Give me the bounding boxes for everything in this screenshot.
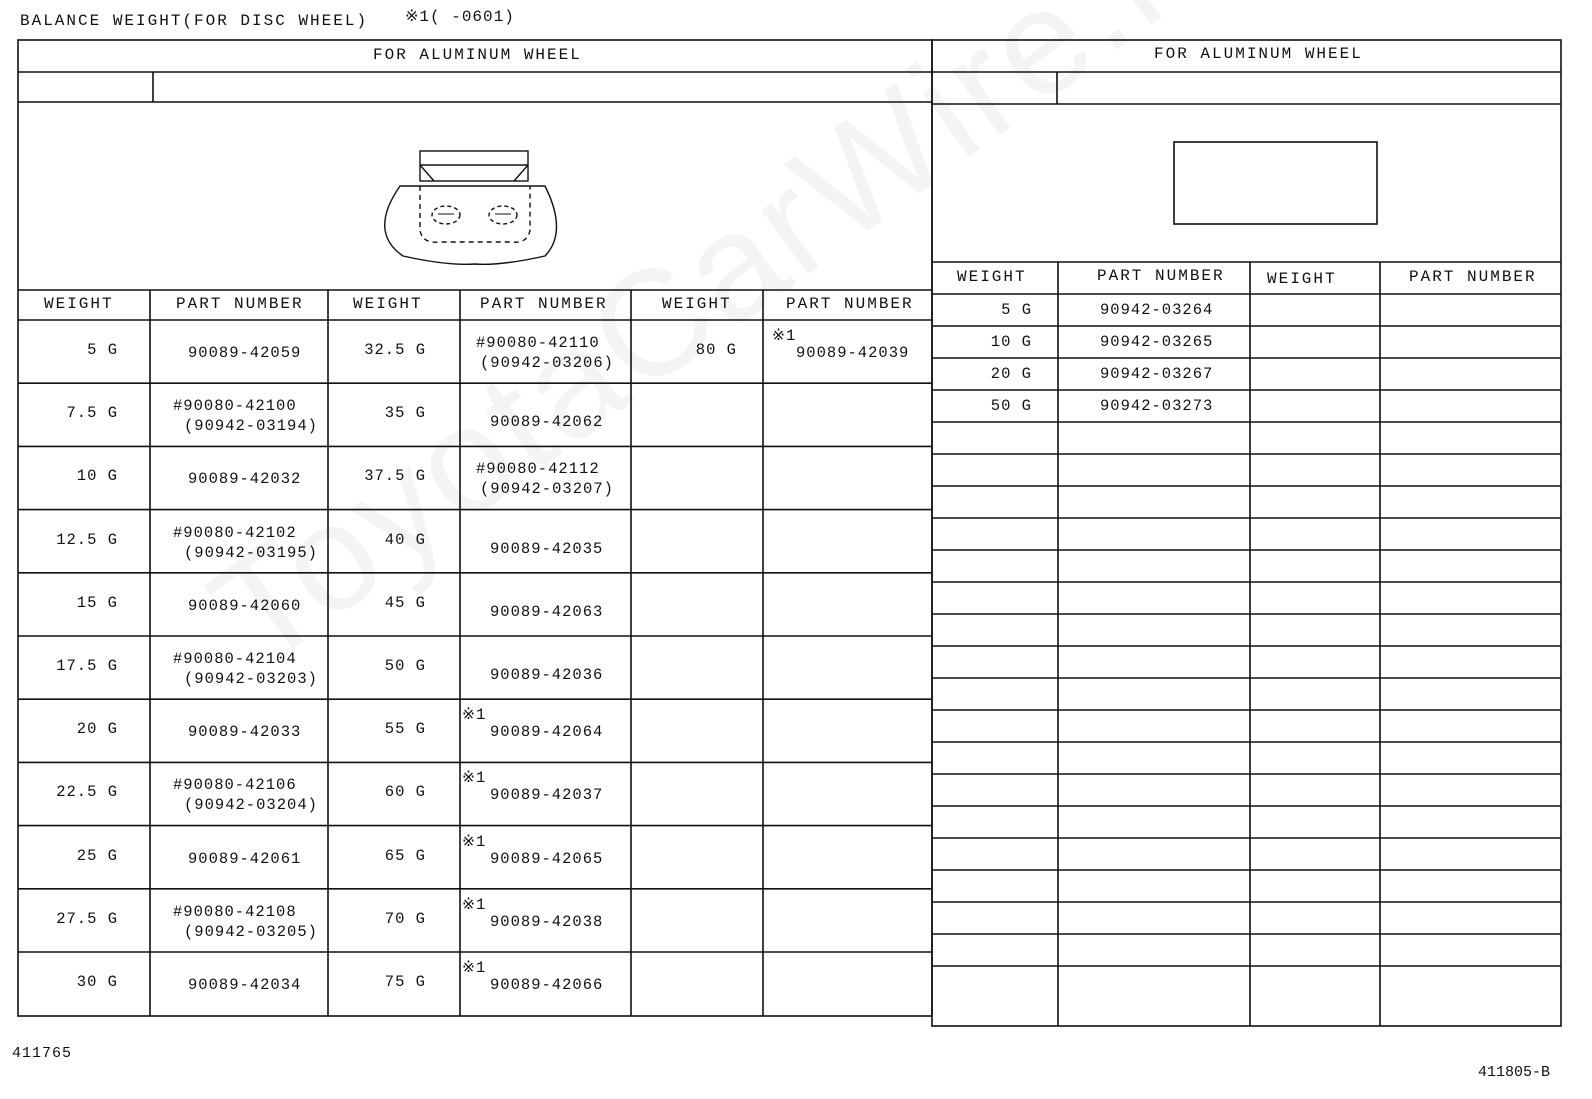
weight-cell: 70 G bbox=[384, 909, 426, 928]
left-col-part-2: PART NUMBER bbox=[480, 295, 608, 313]
weight-cell: 50 G bbox=[990, 397, 1032, 415]
weight-cell: 5 G bbox=[1001, 301, 1032, 319]
weight-cell: 32.5 G bbox=[364, 341, 426, 359]
left-col-part-1: PART NUMBER bbox=[176, 295, 304, 313]
part-number-cell: 90089-42060 bbox=[188, 596, 302, 615]
part-number-cell: (90942-03205) bbox=[184, 922, 318, 941]
right-col-weight-1: WEIGHT bbox=[957, 268, 1027, 286]
left-col-weight-2: WEIGHT bbox=[353, 295, 423, 313]
part-number-prefix: #90080-42112 bbox=[476, 460, 600, 479]
part-number-cell: 90089-42063 bbox=[490, 602, 604, 621]
part-number-cell: (90942-03207) bbox=[480, 480, 614, 499]
weight-cell: 55 G bbox=[384, 720, 426, 739]
part-number-cell: 90089-42035 bbox=[490, 539, 604, 558]
part-number-prefix: #90080-42104 bbox=[173, 650, 297, 668]
right-col-part-1: PART NUMBER bbox=[1097, 267, 1225, 285]
part-number-cell: (90942-03194) bbox=[184, 417, 318, 436]
weight-cell: 17.5 G bbox=[56, 657, 118, 675]
weight-cell: 15 G bbox=[76, 593, 118, 612]
weight-cell: 80 G bbox=[695, 341, 737, 359]
part-number-cell: 90089-42061 bbox=[188, 849, 302, 868]
right-col-weight-2: WEIGHT bbox=[1267, 270, 1337, 288]
part-number-cell: 90089-42039 bbox=[796, 344, 910, 362]
weight-cell: 50 G bbox=[384, 657, 426, 675]
left-col-part-3: PART NUMBER bbox=[786, 295, 914, 313]
part-number-cell: 90089-42036 bbox=[490, 666, 604, 684]
part-number-cell: 90089-42033 bbox=[188, 723, 302, 742]
weight-image-box bbox=[1174, 142, 1377, 224]
weight-cell: 5 G bbox=[87, 341, 118, 359]
part-number-cell: 90089-42032 bbox=[188, 470, 302, 489]
part-number-prefix: ※1 bbox=[462, 959, 487, 977]
part-number-prefix: #90080-42100 bbox=[173, 397, 297, 416]
part-number-cell: (90942-03195) bbox=[184, 543, 318, 562]
weight-cell: 10 G bbox=[76, 467, 118, 486]
weight-cell: 60 G bbox=[384, 783, 426, 802]
part-number-prefix: ※1 bbox=[462, 706, 487, 725]
weight-cell: 40 G bbox=[384, 530, 426, 549]
weight-cell: 27.5 G bbox=[56, 909, 118, 928]
part-number-prefix: #90080-42106 bbox=[173, 776, 297, 795]
part-number-cell: (90942-03203) bbox=[184, 670, 318, 688]
part-number-cell: 90942-03273 bbox=[1100, 397, 1214, 415]
footer-right-code: 411805-B bbox=[1478, 1064, 1551, 1081]
title-note: ※1( -0601) bbox=[405, 8, 515, 26]
weight-cell: 10 G bbox=[990, 333, 1032, 351]
part-number-prefix: ※1 bbox=[462, 769, 487, 788]
part-number-cell: (90942-03204) bbox=[184, 796, 318, 815]
part-number-prefix: #90080-42108 bbox=[173, 902, 297, 921]
weight-cell: 30 G bbox=[76, 973, 118, 991]
weight-cell: 20 G bbox=[990, 365, 1032, 383]
part-number-cell: 90089-42059 bbox=[188, 344, 302, 362]
part-number-cell: 90089-42062 bbox=[490, 413, 604, 432]
part-number-cell: 90089-42034 bbox=[188, 976, 302, 994]
left-col-weight-3: WEIGHT bbox=[662, 295, 732, 313]
part-number-cell: 90089-42065 bbox=[490, 849, 604, 868]
weight-cell: 25 G bbox=[76, 846, 118, 865]
left-col-weight-1: WEIGHT bbox=[44, 295, 114, 313]
weight-cell: 75 G bbox=[384, 973, 426, 991]
weight-cell: 45 G bbox=[384, 593, 426, 612]
weight-cell: 12.5 G bbox=[56, 530, 118, 549]
footer-left-code: 411765 bbox=[12, 1045, 73, 1062]
part-number-prefix: ※1 bbox=[462, 832, 487, 851]
part-number-cell: (90942-03206) bbox=[480, 354, 614, 372]
balance-weight-icon bbox=[385, 151, 557, 264]
part-number-cell: 90942-03267 bbox=[1100, 365, 1214, 383]
part-number-prefix: ※1 bbox=[462, 895, 487, 914]
left-section-header: FOR ALUMINUM WHEEL bbox=[373, 46, 582, 64]
part-number-cell: 90942-03264 bbox=[1100, 301, 1214, 319]
part-number-prefix: #90080-42110 bbox=[476, 334, 600, 352]
part-number-cell: 90089-42038 bbox=[490, 912, 604, 931]
right-col-part-2: PART NUMBER bbox=[1409, 268, 1537, 286]
weight-cell: 35 G bbox=[384, 404, 426, 423]
weight-cell: 65 G bbox=[384, 846, 426, 865]
weight-cell: 7.5 G bbox=[66, 404, 118, 423]
part-number-cell: 90089-42066 bbox=[490, 976, 604, 994]
part-number-prefix: ※1 bbox=[772, 327, 797, 345]
weight-cell: 20 G bbox=[76, 720, 118, 739]
right-section-header: FOR ALUMINUM WHEEL bbox=[1154, 45, 1363, 63]
weight-cell: 22.5 G bbox=[56, 783, 118, 802]
page-title: BALANCE WEIGHT(FOR DISC WHEEL) bbox=[20, 12, 369, 30]
part-number-cell: 90089-42064 bbox=[490, 723, 604, 742]
weight-cell: 37.5 G bbox=[364, 467, 426, 486]
part-number-cell: 90089-42037 bbox=[490, 786, 604, 805]
part-number-prefix: #90080-42102 bbox=[173, 523, 297, 542]
part-number-cell: 90942-03265 bbox=[1100, 333, 1214, 351]
